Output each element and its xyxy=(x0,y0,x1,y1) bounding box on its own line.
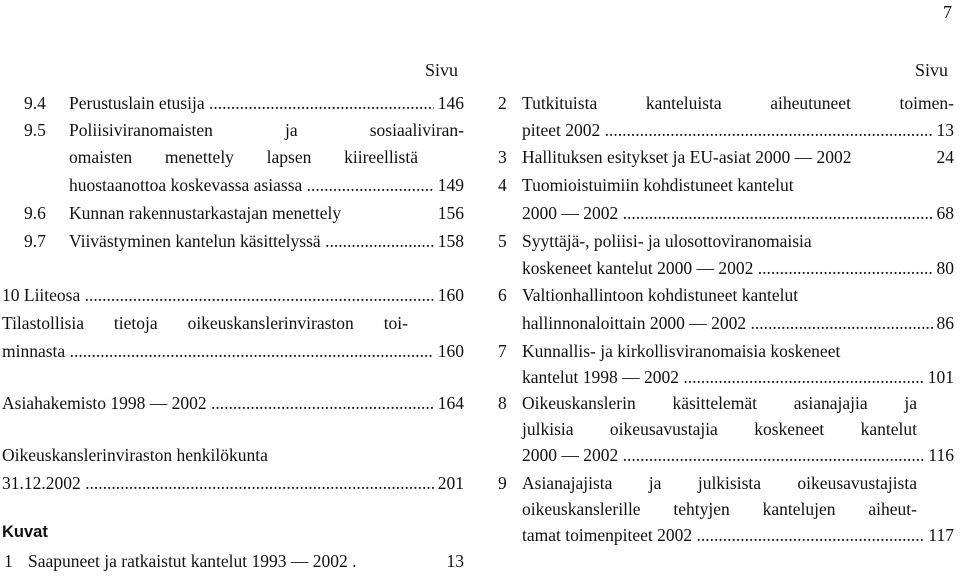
toc-number: 3 xyxy=(498,147,507,167)
kuvat-heading: Kuvat xyxy=(2,523,48,541)
toc-number: 6 xyxy=(498,285,507,305)
toc-page: 80 xyxy=(936,258,954,278)
toc-page: 146 xyxy=(437,93,464,113)
toc-page: 149 xyxy=(437,175,464,195)
toc-label: Oikeuskanslerin käsittelemät asianajajia ja xyxy=(522,393,917,413)
toc-page: 101 xyxy=(927,367,954,387)
toc-label: Kunnan rakennustarkastajan menettely xyxy=(69,203,342,223)
toc-label: 10 Liiteosa ..... xyxy=(2,285,434,306)
toc-label: hallinnonaloittain 2000 — 2002 ..... xyxy=(522,313,933,334)
toc-entry[interactable] xyxy=(522,147,954,168)
toc-label: tamat toimenpiteet 2002 ..... xyxy=(522,525,924,546)
toc-label: Kunnallis- ja kirkollisviranomaisia koskeneet xyxy=(522,341,841,361)
toc-entry[interactable] xyxy=(69,203,464,224)
toc-page: 13 xyxy=(446,551,464,571)
toc-label: Valtionhallintoon kohdistuneet kantelut xyxy=(522,285,799,305)
toc-number: 4 xyxy=(498,175,507,195)
toc-label: julkisia oikeusavustajia koskeneet kantelut xyxy=(522,419,917,439)
toc-entry[interactable] xyxy=(522,445,954,466)
toc-page: 156 xyxy=(437,203,464,223)
toc-entry[interactable] xyxy=(522,367,954,388)
toc-entry[interactable] xyxy=(69,175,464,196)
toc-entry[interactable] xyxy=(522,203,954,224)
toc-label: 2000 — 2002 ..... xyxy=(522,203,933,224)
page-number: 7 xyxy=(943,2,952,22)
toc-label: Tilastollisia tietoja oikeuskanslerinviraston toi- xyxy=(2,313,408,333)
toc-label: 31.12.2002 ..... xyxy=(2,473,434,494)
toc-label: Oikeuskanslerinviraston henkilökunta xyxy=(2,445,268,465)
toc-label: Tuomioistuimiin kohdistuneet kantelut xyxy=(522,175,794,195)
toc-number: 9.4 xyxy=(24,93,46,113)
toc-number: 9.5 xyxy=(24,120,46,140)
toc-number: 5 xyxy=(498,231,507,251)
toc-page: 116 xyxy=(928,445,954,465)
toc-label: kantelut 1998 — 2002 ..... xyxy=(522,367,924,388)
toc-label: Asianajajista ja julkisista oikeusavustajista xyxy=(522,473,917,493)
toc-label: Asiahakemisto 1998 — 2002 ..... xyxy=(2,393,434,414)
toc-entry[interactable] xyxy=(522,120,954,141)
toc-entry[interactable] xyxy=(69,231,464,252)
toc-page: 164 xyxy=(437,393,464,413)
toc-entry[interactable] xyxy=(2,473,464,494)
toc-entry[interactable] xyxy=(2,285,464,306)
toc-entry[interactable] xyxy=(2,341,464,362)
toc-page: 86 xyxy=(936,313,954,333)
toc-label: 2000 — 2002 ..... xyxy=(522,445,924,466)
sivu-header-left: Sivu xyxy=(425,60,459,80)
toc-page: 24 xyxy=(936,147,954,167)
toc-label: Viivästyminen kantelun käsittelyssä ..... xyxy=(69,231,434,252)
toc-entry[interactable] xyxy=(69,93,464,114)
toc-number: 9.7 xyxy=(24,231,46,251)
toc-entry[interactable] xyxy=(28,551,464,572)
toc-label: Poliisiviranomaisten ja sosiaaliviran- xyxy=(69,120,464,140)
toc-label: Hallituksen esitykset ja EU-asiat 2000 — 2002 xyxy=(522,147,852,167)
toc-label: omaisten menettely lapsen kiireellistä xyxy=(69,147,418,167)
toc-page: 117 xyxy=(928,525,954,545)
toc-entry[interactable] xyxy=(2,393,464,414)
toc-label: koskeneet kantelut 2000 — 2002 ..... xyxy=(522,258,933,279)
toc-label: Saapuneet ja ratkaistut kantelut 1993 — 2002 . xyxy=(28,551,357,571)
toc-number: 2 xyxy=(498,93,507,113)
toc-page: 160 xyxy=(437,285,464,305)
toc-label: oikeuskanslerille tehtyjen kantelujen aiheut- xyxy=(522,499,917,519)
toc-number: 9 xyxy=(498,473,507,493)
toc-entry[interactable] xyxy=(522,525,954,546)
toc-number: 9.6 xyxy=(24,203,46,223)
toc-page: 68 xyxy=(936,203,954,223)
toc-number: 8 xyxy=(498,393,507,413)
toc-page: 158 xyxy=(437,231,464,251)
toc-label: Syyttäjä-, poliisi- ja ulosottoviranomaisia xyxy=(522,231,812,251)
toc-label: huostaanottoa koskevassa asiassa ..... xyxy=(69,175,434,196)
toc-page: 13 xyxy=(936,120,954,140)
toc-label: Perustuslain etusija ..... xyxy=(69,93,434,114)
toc-label: minnasta ..... xyxy=(2,341,434,362)
toc-entry[interactable] xyxy=(522,258,954,279)
toc-number: 7 xyxy=(498,341,507,361)
toc-entry[interactable] xyxy=(522,313,954,334)
toc-label: piteet 2002 ..... xyxy=(522,120,933,141)
toc-number: 1 xyxy=(4,551,13,571)
toc-page: 160 xyxy=(437,341,464,361)
sivu-header-right: Sivu xyxy=(915,60,949,80)
toc-page: 201 xyxy=(437,473,464,493)
toc-label: Tutkituista kanteluista aiheutuneet toimen- xyxy=(522,93,954,113)
